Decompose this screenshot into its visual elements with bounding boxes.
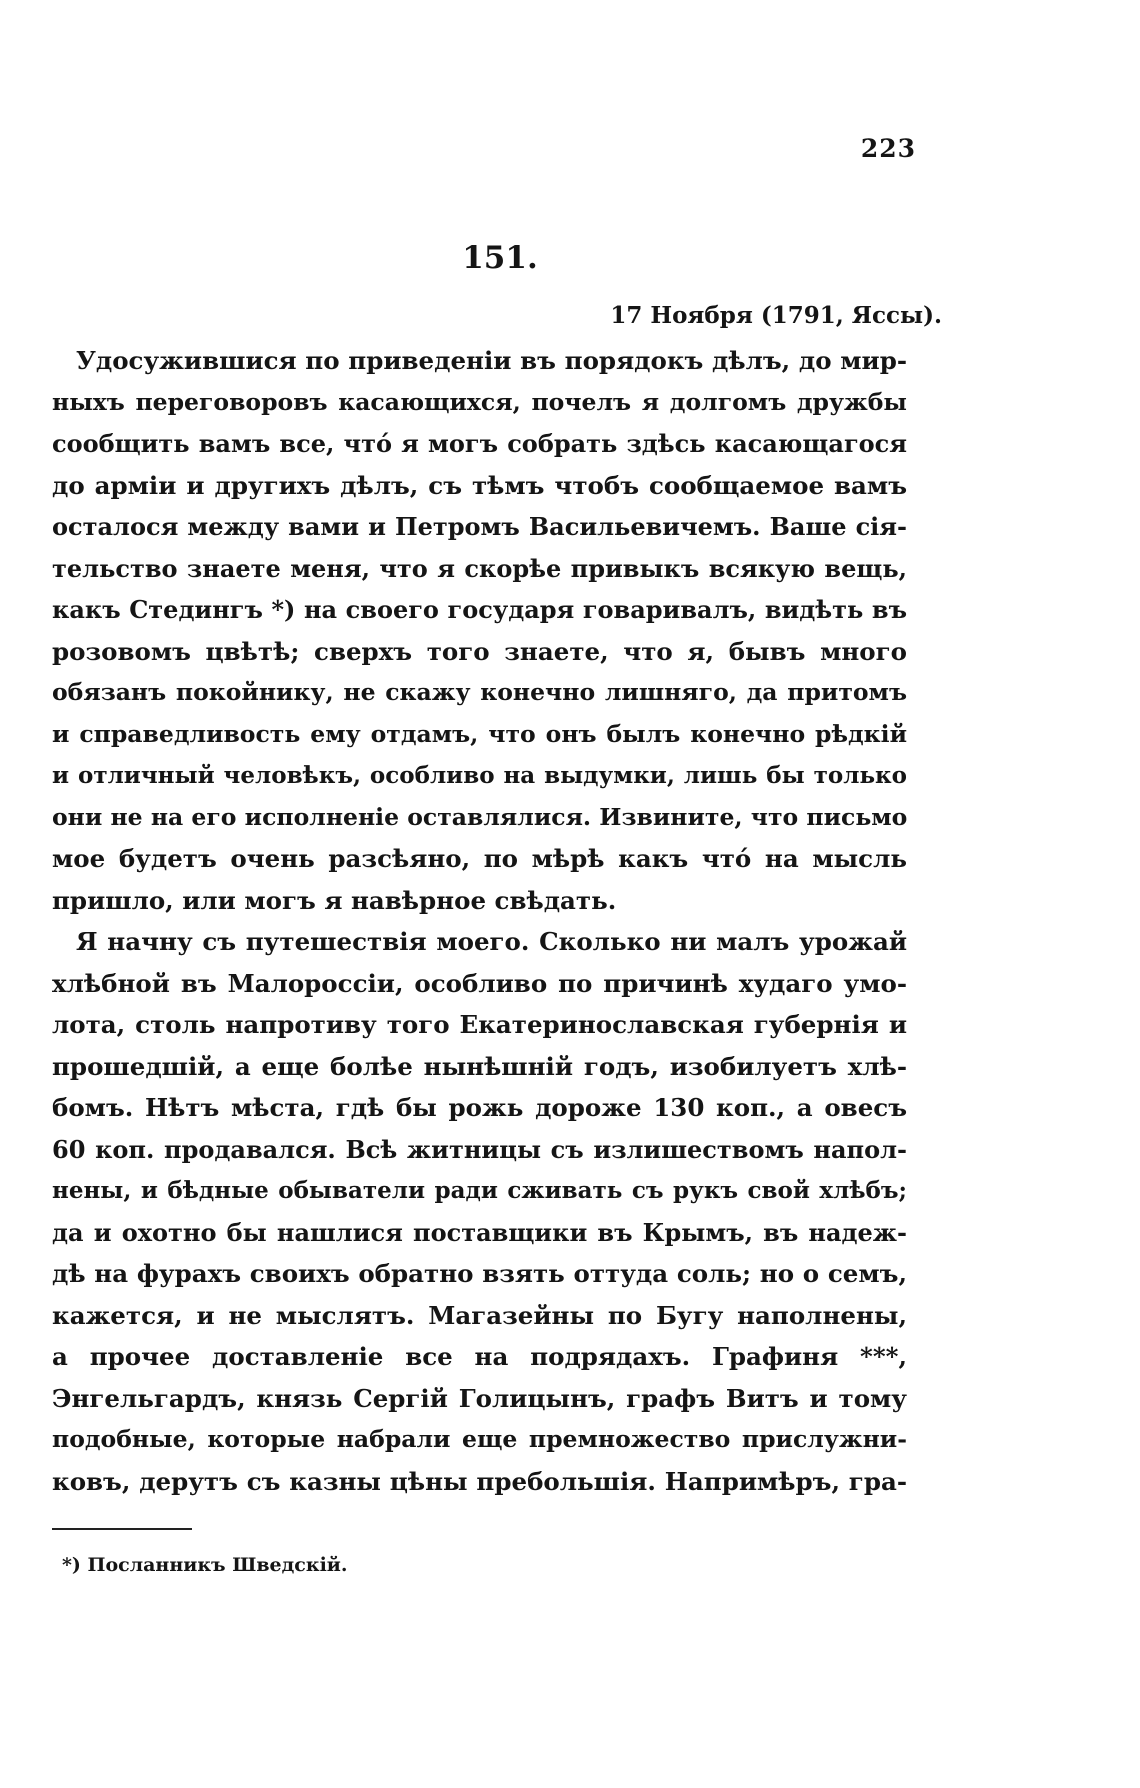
- letter-body: [52, 340, 907, 1502]
- text-line: 60 коп. продавался. Всѣ житницы съ излишествомъ напол-: [52, 1134, 907, 1164]
- text-line: дѣ на фурахъ своихъ обратно взять оттуда соль; но о семъ,: [52, 1259, 907, 1288]
- text-line: мое будетъ очень разсѣяно, по мѣрѣ какъ чтó на мысль: [52, 844, 907, 873]
- letter-dateline: 17 Ноября (1791, Яссы).: [610, 302, 942, 329]
- text-line: тельство знаете меня, что я скорѣе привыкъ всякую вещь,: [52, 553, 907, 583]
- text-line: Я начну съ путешествія моего. Сколько ни малъ урожай: [76, 927, 907, 956]
- text-line: до арміи и другихъ дѣлъ, съ тѣмъ чтобъ сообщаемое вамъ: [52, 470, 907, 500]
- text-line: ныхъ переговоровъ касающихся, почелъ я долгомъ дружбы: [52, 387, 907, 416]
- text-line: да и охотно бы нашлися поставщики въ Крымъ, въ надеж-: [52, 1217, 907, 1247]
- text-line: а прочее доставленіе все на подрядахъ. Графиня ***,: [52, 1342, 907, 1371]
- text-line: нены, и бѣдные обыватели ради сживать съ рукъ свой хлѣбъ;: [52, 1177, 907, 1204]
- letter-number: 151.: [462, 240, 538, 276]
- text-line: Удосужившися по приведеніи въ порядокъ дѣлъ, до мир-: [76, 346, 907, 375]
- text-line: и справедливость ему отдамъ, что онъ былъ конечно рѣдкій: [52, 719, 907, 748]
- page-number: 223: [860, 134, 916, 163]
- text-line: прошедшій, а еще болѣе нынѣшній годъ, изобилуетъ хлѣ-: [52, 1051, 907, 1081]
- text-line: кажется, и не мыслятъ. Магазейны по Бугу наполнены,: [52, 1300, 907, 1330]
- text-line: они не на его исполненіе оставлялися. Извините, что письмо: [52, 802, 907, 831]
- text-line: какъ Стедингъ *) на своего государя говаривалъ, видѣть въ: [52, 595, 907, 624]
- text-line: сообщить вамъ все, чтó я могъ собрать здѣсь касающагося: [52, 429, 907, 458]
- text-line: хлѣбной въ Малороссіи, особливо по причинѣ худаго умо-: [52, 968, 907, 998]
- text-line: осталося между вами и Петромъ Васильевичемъ. Ваше сія-: [52, 512, 907, 541]
- text-line: обязанъ покойнику, не скажу конечно лишняго, да притомъ: [52, 678, 907, 706]
- text-line: подобные, которые набрали еще премножество прислужни-: [52, 1425, 907, 1453]
- footnote: *) Посланникъ Шведскій.: [62, 1554, 348, 1576]
- footnote-divider: [52, 1528, 192, 1530]
- text-line: розовомъ цвѣтѣ; сверхъ того знаете, что я, бывъ много: [52, 636, 907, 666]
- text-line: бомъ. Нѣтъ мѣста, гдѣ бы рожь дороже 130 коп., а овесъ: [52, 1093, 907, 1122]
- text-line: Энгельгардъ, князь Сергій Голицынъ, графъ Витъ и тому: [52, 1383, 907, 1413]
- text-line: и отличный человѣкъ, особливо на выдумки, лишь бы только: [52, 762, 907, 789]
- text-line: пришло, или могъ я навѣрное свѣдать.: [52, 885, 617, 915]
- text-line: ковъ, дерутъ съ казны цѣны пребольшія. Напримѣръ, гра-: [52, 1466, 907, 1496]
- text-line: лота, столь напротиву того Екатеринославская губернія и: [52, 1010, 907, 1039]
